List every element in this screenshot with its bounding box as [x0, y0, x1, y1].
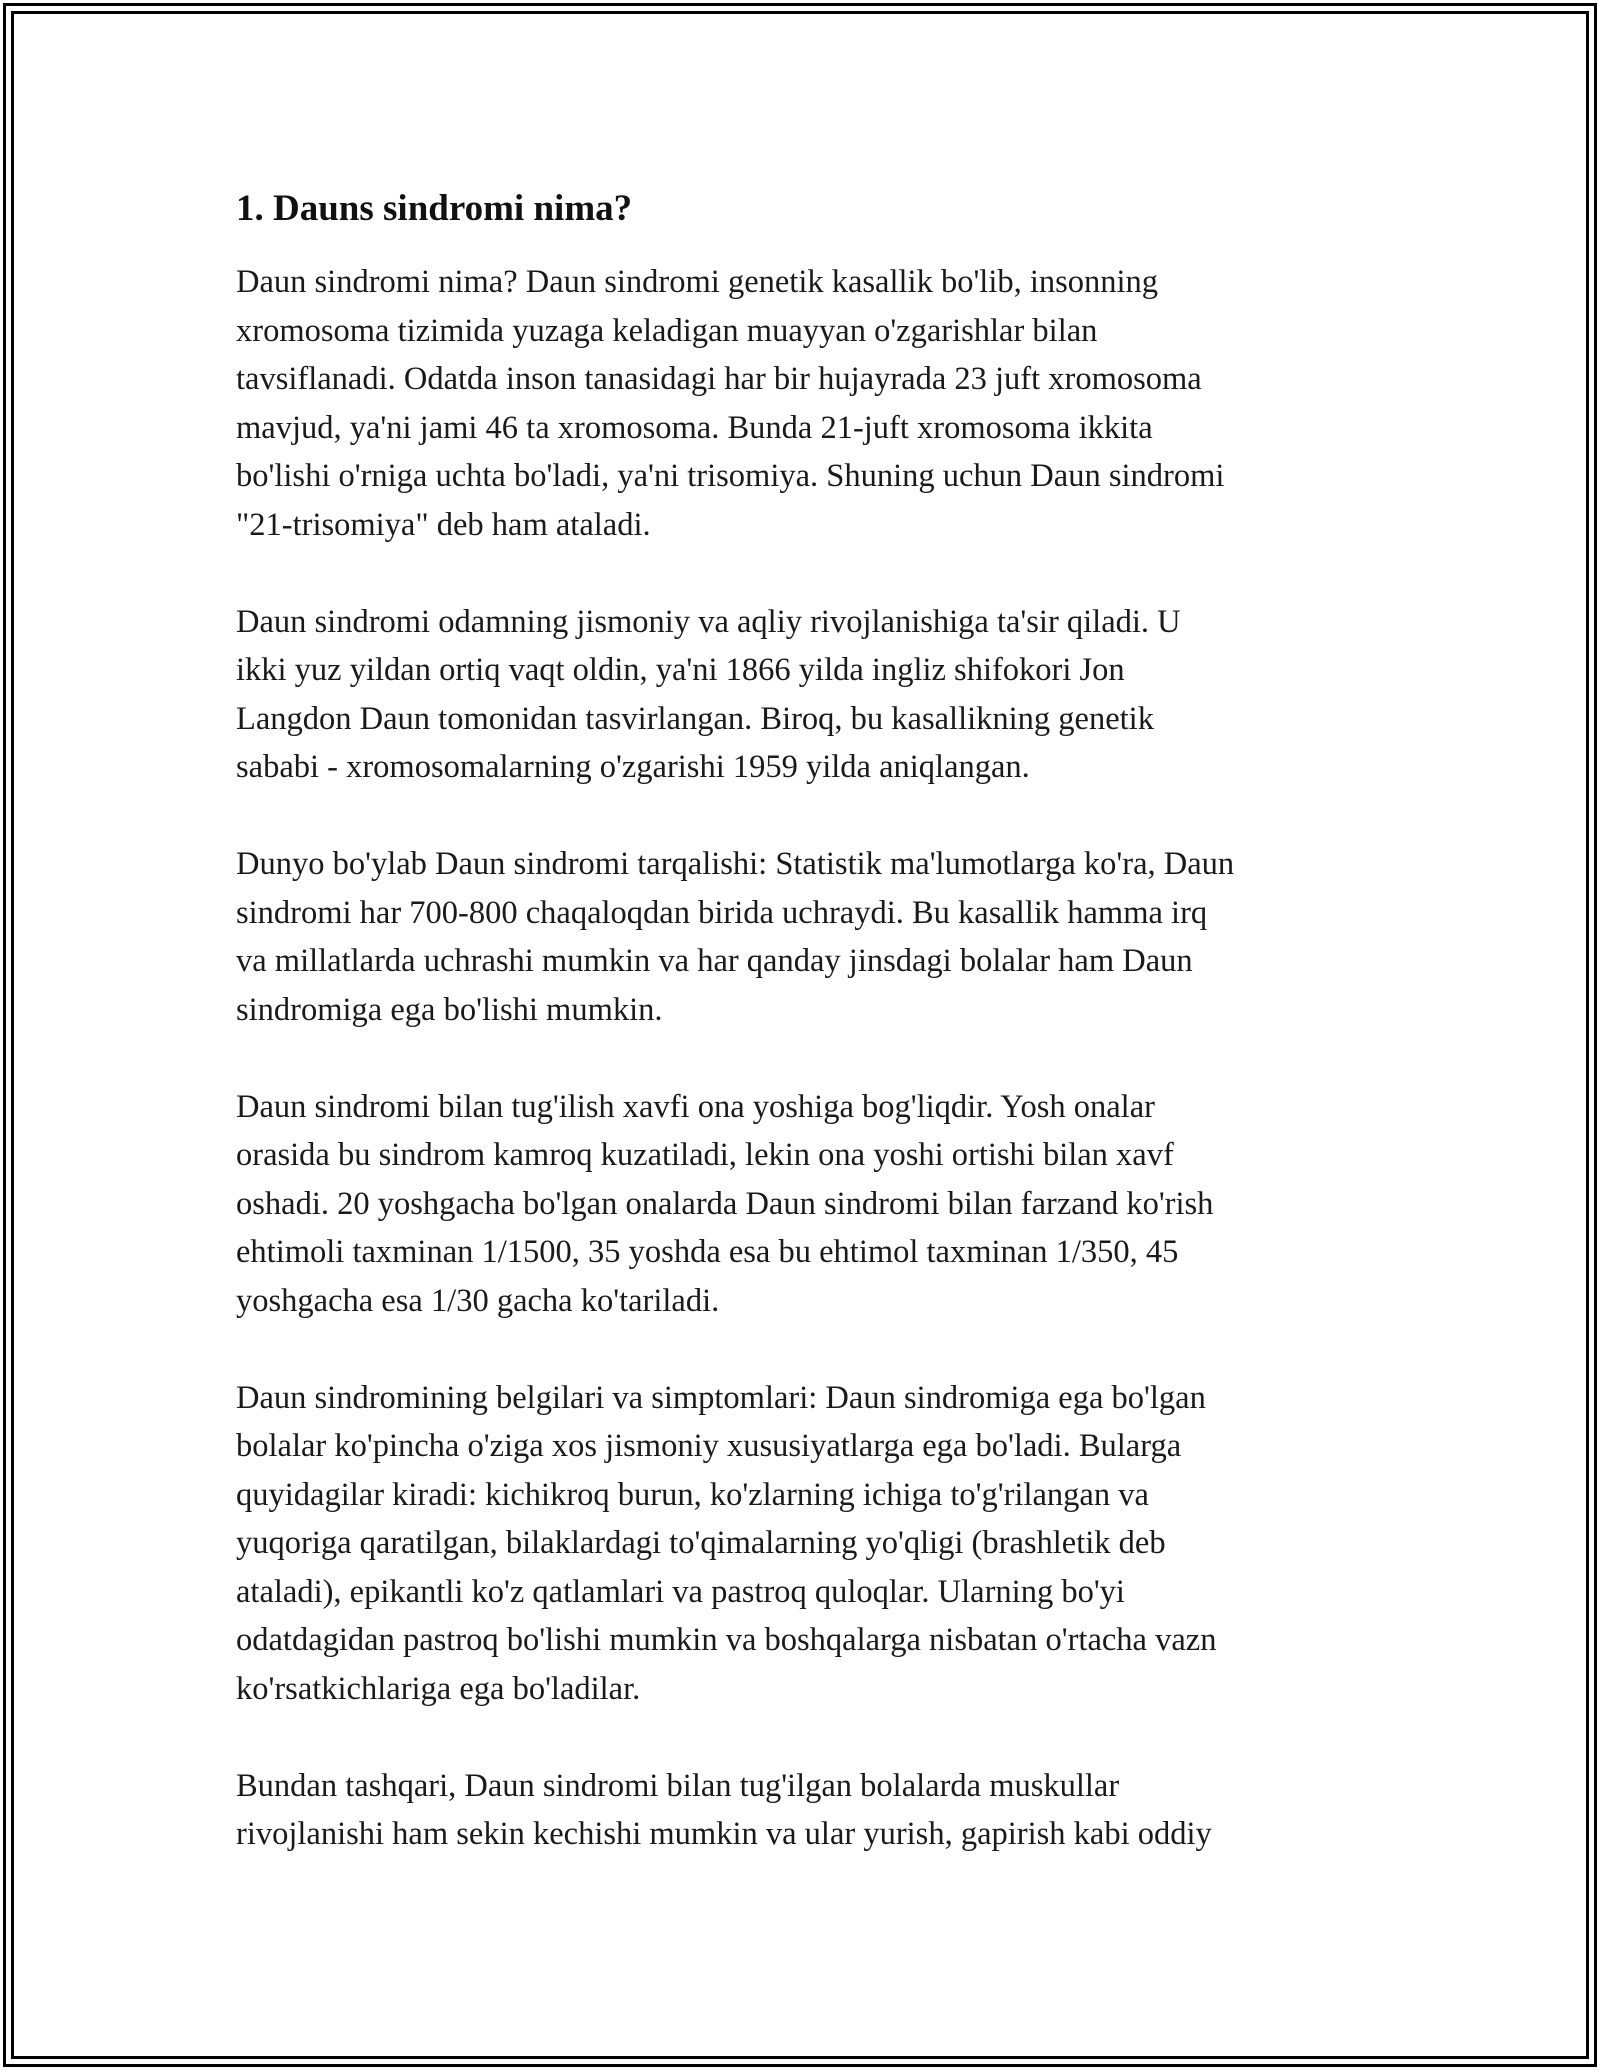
document-body	[236, 186, 1366, 1907]
paragraph-definition: Daun sindromi nima? Daun sindromi genetik kasallik bo'lib, insonning xromosoma tizimida yuzaga keladigan muayyan o'zgarishlar bilan tavsiflanadi. Odatda inson tanasidagi har bir hujayrada 23 juft xromosoma mavjud, ya'ni jami 46 ta xromosoma. Bunda 21-juft xromosoma ikkita bo'lishi o'rniga uchta bo'ladi, ya'ni trisomiya. Shuning uchun Daun sindromi "21-trisomiya" deb ham ataladi.	[236, 264, 1225, 543]
paragraph-maternal-age-risk: Daun sindromi bilan tug'ilish xavfi ona yoshiga bog'liqdir. Yosh onalar orasida bu sindrom kamroq kuzatiladi, lekin ona yoshi ortishi bilan xavf oshadi. 20 yoshgacha bo'lgan onalarda Daun sindromi bilan farzand ko'rish ehtimoli taxminan 1/1500, 35 yoshda esa bu ehtimol taxminan 1/350, 45 yoshgacha esa 1/30 gacha ko'tariladi.	[236, 1088, 1214, 1319]
section-heading: 1. Dauns sindromi nima?	[236, 188, 633, 229]
paragraph-development: Bundan tashqari, Daun sindromi bilan tug'ilgan bolalarda muskullar rivojlanishi ham sekin kechishi mumkin va ular yurish, gapirish kabi oddiy	[236, 1767, 1212, 1852]
paragraph-symptoms: Daun sindromining belgilari va simptomlari: Daun sindromiga ega bo'lgan bolalar ko'pincha o'ziga xos jismoniy xususiyatlarga ega bo'ladi. Bularga quyidagilar kiradi: kichikroq burun, ko'zlarning ichiga to'g'rilangan va yuqoriga qaratilgan, bilaklardagi to'qimalarning yo'qligi (brashletik deb ataladi), epikantli ko'z qatlamlari va pastroq quloqlar. Ularning bo'yi odatdagidan pastroq bo'lishi mumkin va boshqalarga nisbatan o'rtacha vazn ko'rsatkichlariga ega bo'ladilar.	[236, 1379, 1217, 1707]
paragraph-prevalence: Dunyo bo'ylab Daun sindromi tarqalishi: Statistik ma'lumotlarga ko'ra, Daun sindromi har 700-800 chaqaloqdan birida uchraydi. Bu kasallik hamma irq va millatlarda uchrashi mumkin va har qanday jinsdagi bolalar ham Daun sindromiga ega bo'lishi mumkin.	[236, 846, 1235, 1028]
paragraph-history: Daun sindromi odamning jismoniy va aqliy rivojlanishiga ta'sir qiladi. U ikki yuz yildan ortiq vaqt oldin, ya'ni 1866 yilda ingliz shifokori Jon Langdon Daun tomonidan tasvirlangan. Biroq, bu kasallikning genetik sababi - xromosomalarning o'zgarishi 1959 yilda aniqlangan.	[236, 603, 1181, 785]
